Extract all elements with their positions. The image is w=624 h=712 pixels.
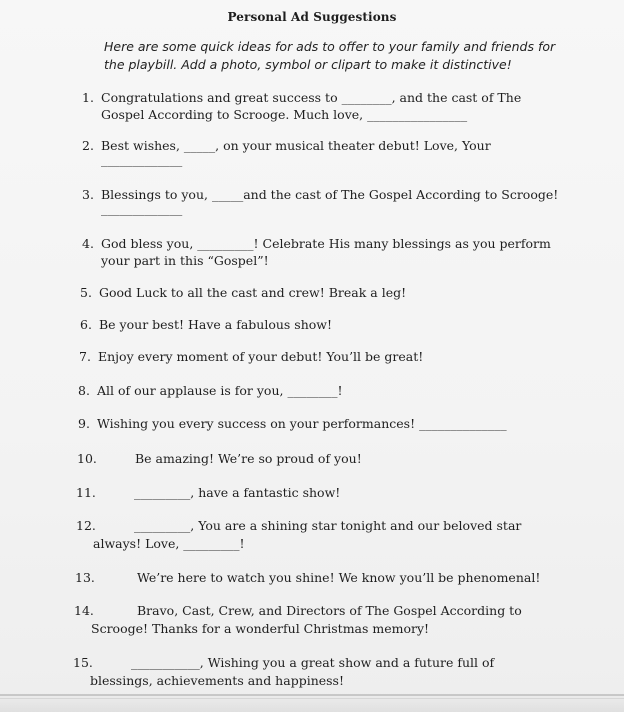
item-text: _________, have a fantastic show! — [134, 485, 341, 500]
item-text: Be your best! Have a fabulous show! — [99, 317, 332, 332]
item-text-continued: Gospel According to Scrooge. Much love, ________________ — [101, 107, 468, 122]
intro-line-1: Here are some quick ideas for ads to offer to your family and friends for — [104, 39, 556, 54]
item-text: ___________, Wishing you a great show and a future full of — [131, 655, 495, 670]
item-text-continued: always! Love, _________! — [93, 536, 245, 551]
item-text: Wishing you every success on your performances! ______________ — [97, 416, 507, 431]
item-number: 4. — [82, 236, 94, 251]
item-number: 8. — [78, 383, 90, 398]
item-text: We’re here to watch you shine! We know you’ll be phenomenal! — [137, 570, 541, 585]
item-text-continued: your part in this “Gospel”! — [101, 253, 269, 268]
item-number: 7. — [79, 349, 91, 364]
item-number: 6. — [80, 317, 92, 332]
item-number: 13. — [75, 570, 95, 585]
item-text-continued: _____________ — [101, 152, 183, 167]
item-number: 10. — [77, 451, 97, 466]
intro-line-2: the playbill. Add a photo, symbol or clipart to make it distinctive! — [104, 57, 512, 72]
item-text: God bless you, _________! Celebrate His many blessings as you perform — [101, 236, 551, 251]
item-text-continued: _____________ — [101, 201, 183, 216]
item-number: 9. — [78, 416, 90, 431]
item-number: 2. — [82, 138, 94, 153]
item-number: 11. — [76, 485, 96, 500]
item-text-continued: blessings, achievements and happiness! — [90, 673, 344, 688]
item-text-continued: Scrooge! Thanks for a wonderful Christmas memory! — [91, 621, 430, 636]
item-text: _________, You are a shining star tonight and our beloved star — [134, 518, 522, 533]
item-text: Bravo, Cast, Crew, and Directors of The Gospel According to — [137, 603, 522, 618]
item-text: Blessings to you, _____and the cast of The Gospel According to Scrooge! — [101, 187, 559, 202]
document-title: Personal Ad Suggestions — [227, 10, 397, 24]
item-number: 1. — [82, 90, 94, 105]
item-number: 14. — [74, 603, 94, 618]
item-number: 5. — [80, 285, 92, 300]
item-text: Good Luck to all the cast and crew! Break a leg! — [99, 285, 407, 300]
item-text: Best wishes, _____, on your musical theater debut! Love, Your — [101, 138, 491, 153]
intro-paragraph — [104, 38, 574, 74]
item-number: 15. — [73, 655, 93, 670]
item-text: All of our applause is for you, ________! — [97, 383, 343, 398]
item-text: Congratulations and great success to ________, and the cast of The — [101, 90, 522, 105]
item-text: Be amazing! We’re so proud of you! — [135, 451, 362, 466]
item-number: 12. — [76, 518, 96, 533]
item-text: Enjoy every moment of your debut! You’ll be great! — [98, 349, 424, 364]
page-shadow — [0, 692, 624, 712]
item-number: 3. — [82, 187, 94, 202]
